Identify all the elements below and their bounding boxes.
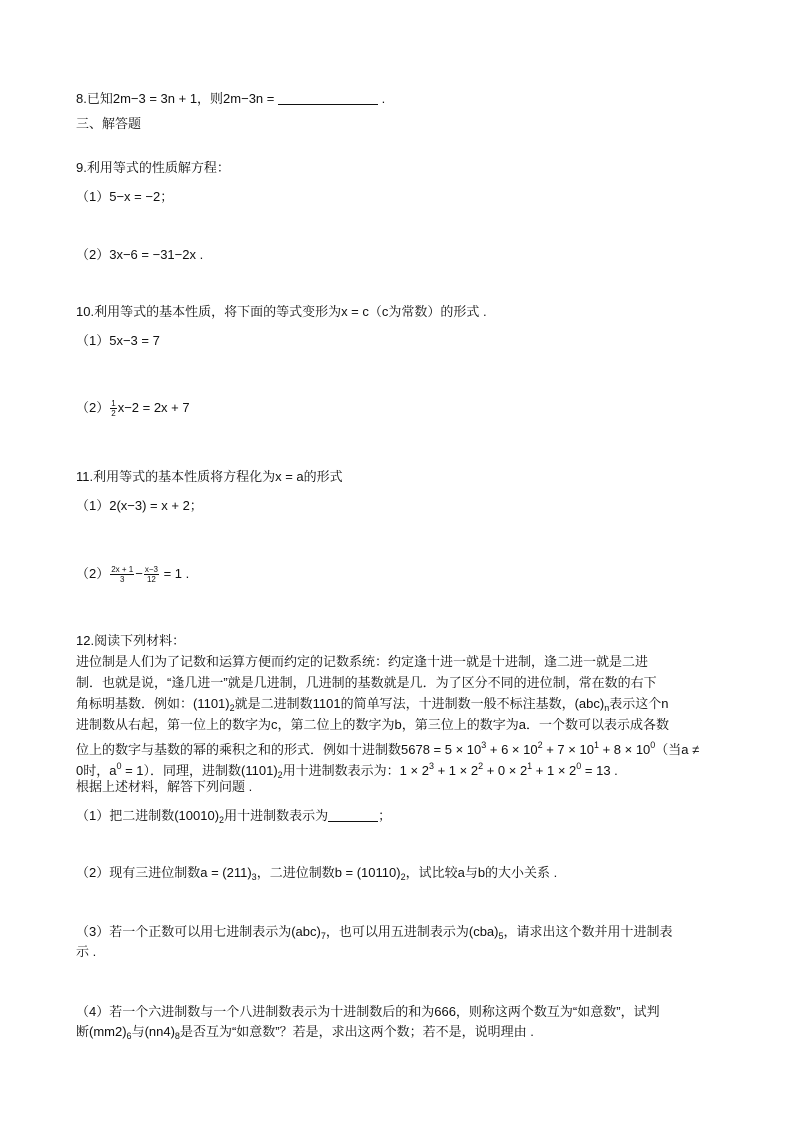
q12-l5-text-e: + 7 × 10 [542, 742, 594, 757]
q12-l6-text-e: 用十进制数表示为：1 × 2 [282, 763, 429, 778]
q10-part2 [76, 398, 190, 418]
q12-s4-sub-6: 6 [126, 1031, 132, 1041]
q12-sub2 [76, 863, 557, 887]
q12-l5-sup-2: 2 [537, 740, 543, 750]
q11-part2-rest: = 1 . [159, 566, 190, 581]
q8-text: 8.已知2m−3 = 3n + 1，则2m−3n = [76, 91, 278, 106]
q10-fraction-den: 2 [111, 409, 116, 419]
q12-material-line1: 进位制是人们为了记数和运算方便而约定的记数系统：约定逢十进一就是十进制，逢二进一就是二进 [76, 654, 649, 669]
q12-s2-text-a: （2）现有三进位制数a = (211) [76, 865, 252, 880]
q12-l6-text-c: = 1）．同理，进制数(1101) [121, 763, 278, 778]
q12-s4-text-f: 是否互为“如意数”？若是，求出这两个数；若不是，说明理由 . [179, 1024, 534, 1039]
q12-l5-text-a: 位上的数字与基数的幂的乘积之和的形式．例如十进制数5678 = 5 × 10 [76, 742, 482, 757]
q12-l5-sup-0: 0 [650, 740, 656, 750]
q12-sub4-cont [76, 1022, 534, 1046]
q10-part2-prefix: （2） [76, 400, 110, 415]
q12-sub1 [76, 806, 391, 830]
q12-l5-text-i: （当a ≠ [655, 742, 700, 757]
q11-minus: − [135, 566, 143, 581]
q12-l6-sup-2: 2 [478, 761, 484, 771]
q12-s2-sub-3: 3 [251, 872, 257, 882]
q12-l6-text-g: + 1 × 2 [433, 763, 479, 778]
q12-s4-text-d: 与(nn4) [131, 1024, 175, 1039]
q12-s2-text-e: ，试比较a与b的大小关系 . [405, 865, 558, 880]
q12-s3-text-a: （3）若一个正数可以用七进制表示为(abc) [76, 924, 321, 939]
q12-sub3 [76, 922, 673, 946]
q12-l5-sup-1: 1 [593, 740, 599, 750]
q9-title: 9.利用等式的性质解方程： [76, 160, 230, 175]
q12-s1-answer-blank[interactable] [328, 809, 378, 822]
q12-l6-text-a: 0时，a [76, 763, 117, 778]
q12-l3-sub-2: 2 [229, 703, 235, 713]
q12-s2-text-c: ，二进位制数b = (10110) [256, 865, 401, 880]
q12-s1-text-d: ； [378, 808, 392, 823]
q12-s3-sub-7: 7 [320, 931, 326, 941]
q11-part2 [76, 564, 189, 584]
q12-l3-text-c: 就是二进制数1101的简单写法，十进制数一般不标注基数，(abc) [234, 696, 605, 711]
q12-title: 12.阅读下列材料： [76, 633, 186, 648]
q11-fraction-2-den: 12 [146, 575, 156, 585]
q12-s3-text-e: ，请求出这个数并用十进制表 [503, 924, 673, 939]
section-heading: 三、解答题 [76, 116, 142, 131]
q12-s1-text-c: 用十进制数表示为 [224, 808, 329, 823]
q12-l6-sub-2: 2 [277, 770, 283, 780]
q12-material-line7: 根据上述材料，解答下列问题 . [76, 779, 253, 794]
q8-answer-blank[interactable] [278, 92, 378, 105]
q10-part1: （1）5x−3 = 7 [76, 333, 160, 348]
q12-l6-text-k: + 1 × 2 [532, 763, 577, 778]
q10-part2-rest: x−2 = 2x + 7 [117, 400, 190, 415]
q11-part1: （1）2(x−3) = x + 2； [76, 498, 203, 513]
q12-l6-text-i: + 0 × 2 [483, 763, 528, 778]
q12-s4-text-b: 断(mm2) [76, 1024, 127, 1039]
q11-fraction-1 [110, 565, 134, 584]
q12-l3-text-e: 表示这个n [609, 696, 669, 711]
q12-l6-sup-1: 1 [527, 761, 533, 771]
q12-s4-sub-8: 8 [174, 1031, 180, 1041]
q10-title: 10.利用等式的基本性质，将下面的等式变形为x = c（c为常数）的形式 . [76, 304, 487, 319]
q12-s2-sub-2: 2 [400, 872, 406, 882]
q11-title: 11.利用等式的基本性质将方程化为x = a的形式 [76, 469, 343, 484]
q12-sub4: （4）若一个六进制数与一个八进制数表示为十进制数后的和为666，则称这两个数互为“如意数”，试判 [76, 1004, 660, 1019]
q12-sub3-cont: 示 . [76, 944, 97, 959]
q11-fraction-2-num: x−3 [144, 565, 158, 575]
q12-material-line4: 进制数从右起，第一位上的数字为c，第二位上的数字为b，第三位上的数字为a．一个数可以表示成各数 [76, 717, 669, 732]
q10-fraction-num: 1 [111, 399, 116, 409]
q9-part2: （2）3x−6 = −31−2x . [76, 247, 204, 262]
q12-material-line5 [76, 736, 699, 759]
q12-material-line2: 制．也就是说，“逢几进一”就是几进制，几进制的基数就是几．为了区分不同的进位制，常在数的右下 [76, 675, 657, 690]
q11-fraction-1-den: 3 [120, 575, 125, 585]
q11-fraction-2 [144, 565, 159, 584]
q12-l6-sup-3: 3 [428, 761, 434, 771]
q12-s3-text-c: ，也可以用五进制表示为(cba) [325, 924, 499, 939]
q12-l6-sup-0: 0 [116, 761, 122, 771]
q11-fraction-1-num: 2x + 1 [111, 565, 134, 575]
q12-l6-sup-0b: 0 [576, 761, 582, 771]
q12-s3-sub-5: 5 [498, 931, 504, 941]
q9-part1: （1）5−x = −2； [76, 189, 174, 204]
q12-s1-text-a: （1）把二进制数(10010) [76, 808, 220, 823]
q12-l3-sub-n: n [604, 703, 610, 713]
q12-l5-sup-3: 3 [481, 740, 487, 750]
q12-l3-text-a: 角标明基数．例如：(1101) [76, 696, 230, 711]
q12-l5-text-c: + 6 × 10 [486, 742, 538, 757]
q8-line [76, 89, 385, 108]
q12-l6-text-m: = 13 . [581, 763, 618, 778]
q12-s1-sub-2: 2 [219, 815, 225, 825]
q8-end: . [377, 91, 386, 106]
q11-part2-prefix: （2） [76, 566, 110, 581]
q10-fraction [110, 399, 116, 418]
q12-l5-text-g: + 8 × 10 [598, 742, 651, 757]
